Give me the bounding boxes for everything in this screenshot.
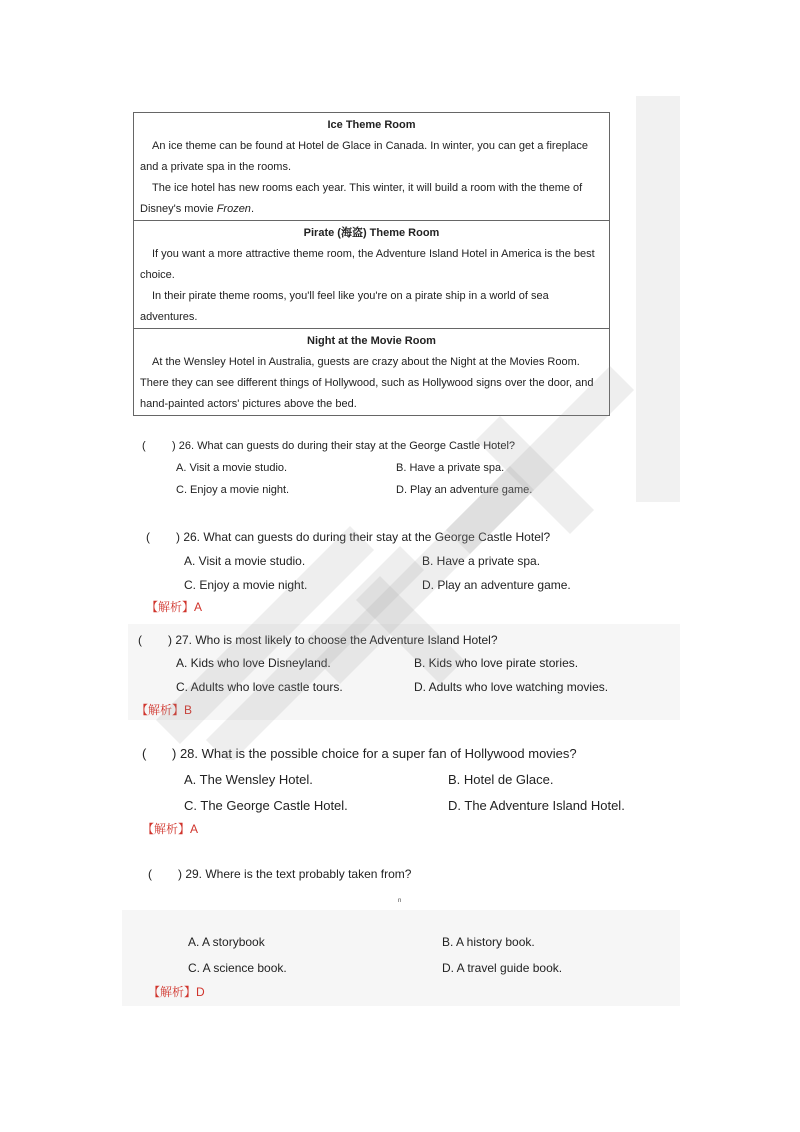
option-a: A. Visit a movie studio. bbox=[184, 554, 306, 568]
option-b: B. Have a private spa. bbox=[396, 462, 505, 474]
option-c: C. Enjoy a movie night. bbox=[184, 578, 308, 592]
room-paragraph: In their pirate theme rooms, you'll feel like you're on a pirate ship in a world of sea adventures. bbox=[140, 290, 549, 323]
option-a: A. A storybook bbox=[188, 935, 265, 949]
option-b: B. Kids who love pirate stories. bbox=[414, 656, 579, 670]
room-paragraph: An ice theme can be found at Hotel de Glace in Canada. In winter, you can get a fireplace and a private spa in the rooms. bbox=[140, 140, 588, 173]
question-28-prompt: ( ) 28. What is the possible choice for a super fan of Hollywood movies? bbox=[142, 746, 577, 761]
room-pirate bbox=[134, 221, 610, 329]
question-26-prompt-repeat: ( ) 26. What can guests do during their stay at the George Castle Hotel? bbox=[146, 530, 551, 544]
option-d: D. A travel guide book. bbox=[442, 961, 563, 975]
movie-title: Frozen bbox=[216, 203, 251, 215]
option-a: A. Visit a movie studio. bbox=[176, 462, 288, 474]
option-c: C. Enjoy a movie night. bbox=[176, 484, 290, 496]
option-d: D. The Adventure Island Hotel. bbox=[448, 798, 625, 813]
room-movie bbox=[134, 329, 610, 416]
option-d: D. Play an adventure game. bbox=[396, 484, 533, 496]
stray-mark: n bbox=[398, 898, 402, 904]
answer-28: 【解析】A bbox=[142, 822, 199, 836]
option-a: A. The Wensley Hotel. bbox=[184, 772, 313, 787]
question-29-prompt: ( ) 29. Where is the text probably taken from? bbox=[148, 867, 412, 881]
option-b: B. Have a private spa. bbox=[422, 554, 541, 568]
room-paragraph: If you want a more attractive theme room, the Adventure Island Hotel in America is the best choice. bbox=[140, 248, 595, 281]
room-title: Night at the Movie Room bbox=[307, 335, 436, 347]
room-paragraph: At the Wensley Hotel in Australia, guests are crazy about the Night at the Movies Room. There they can see different things of Hollywood, such as Hollywood signs over the door, and hand-painted actors' pictures above the bed. bbox=[140, 356, 594, 410]
option-c: C. Adults who love castle tours. bbox=[176, 680, 343, 694]
gray-side-strip bbox=[636, 96, 680, 502]
question-26-prompt: ( ) 26. What can guests do during their stay at the George Castle Hotel? bbox=[142, 440, 516, 452]
room-ice bbox=[134, 113, 610, 221]
option-d: D. Play an adventure game. bbox=[422, 578, 571, 592]
option-a: A. Kids who love Disneyland. bbox=[176, 656, 331, 670]
room-paragraph: The ice hotel has new rooms each year. This winter, it will build a room with the theme of Disney's movie Frozen. bbox=[140, 182, 583, 215]
band-q29 bbox=[122, 910, 680, 1006]
question-27-prompt: ( ) 27. Who is most likely to choose the Adventure Island Hotel? bbox=[138, 633, 498, 647]
answer-27: 【解析】B bbox=[136, 703, 193, 717]
answer-29: 【解析】D bbox=[148, 985, 205, 999]
option-c: C. A science book. bbox=[188, 961, 287, 975]
option-c: C. The George Castle Hotel. bbox=[184, 798, 348, 813]
option-b: B. A history book. bbox=[442, 935, 535, 949]
room-title: Pirate (海盗) Theme Room bbox=[303, 227, 440, 239]
answer-26: 【解析】A bbox=[146, 600, 203, 614]
option-b: B. Hotel de Glace. bbox=[448, 772, 554, 787]
room-title: Ice Theme Room bbox=[327, 119, 416, 131]
theme-rooms-table bbox=[133, 112, 610, 416]
option-d: D. Adults who love watching movies. bbox=[414, 680, 609, 694]
